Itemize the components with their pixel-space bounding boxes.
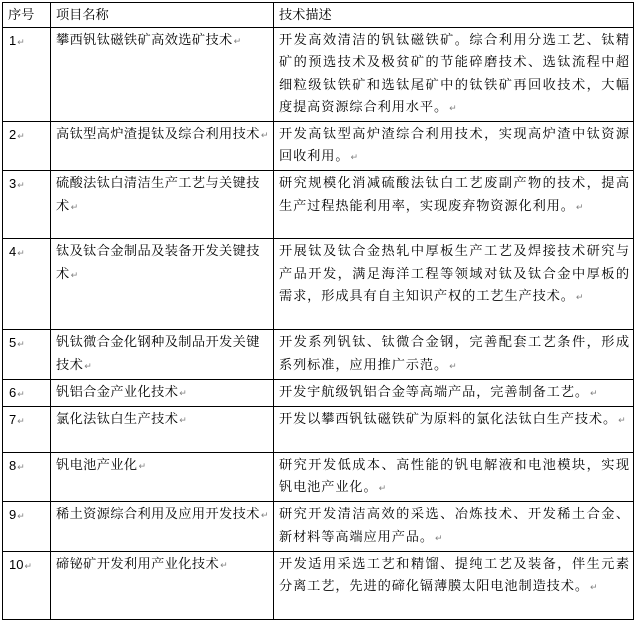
paragraph-mark-icon: ↵ xyxy=(70,270,79,281)
project-name: 氯化法钛白生产技术 xyxy=(56,412,179,428)
technical-description: 研究开发清洁高效的采选、冶炼技术、开发稀土合金、新材料等高端应用产品。 xyxy=(279,507,630,545)
row-number-cell xyxy=(3,28,51,122)
table-row xyxy=(3,28,634,122)
description-cell xyxy=(274,407,634,453)
paragraph-mark-icon: ↵ xyxy=(220,560,229,571)
description-cell xyxy=(274,330,634,379)
header-number: 序号 xyxy=(3,3,51,28)
description-cell xyxy=(274,239,634,330)
row-number: 4 xyxy=(9,244,17,260)
technical-description: 开展钛及钛合金热轧中厚板生产工艺及焊接技术研究与产品开发，满足海洋工程等领域对钛及钛合金中厚板的需求，形成具有自主知识产权的工艺生产技术。 xyxy=(279,244,630,304)
row-number: 5 xyxy=(9,335,17,351)
table-row xyxy=(3,330,634,379)
project-name-cell xyxy=(51,453,274,502)
table-row xyxy=(3,551,634,619)
technology-table xyxy=(2,2,634,620)
project-name: 钒钛微合金化钢种及制品开发关键技术 xyxy=(56,335,260,373)
project-name-cell xyxy=(51,330,274,379)
paragraph-mark-icon: ↵ xyxy=(17,416,25,427)
technical-description: 研究规模化消减硫酸法钛白工艺废副产物的技术，提高生产过程热能利用率，实现废弃物资源化利用。 xyxy=(279,176,630,214)
paragraph-mark-icon: ↵ xyxy=(449,361,458,372)
project-name-cell xyxy=(51,171,274,239)
table-row xyxy=(3,379,634,406)
paragraph-mark-icon: ↵ xyxy=(260,511,269,522)
paragraph-mark-icon: ↵ xyxy=(233,37,242,48)
row-number: 2 xyxy=(9,127,17,143)
row-number-cell xyxy=(3,239,51,330)
row-number-cell xyxy=(3,122,51,171)
description-cell xyxy=(274,28,634,122)
technical-description: 开发以攀西钒钛磁铁矿为原料的氯化法钛白生产技术。 xyxy=(279,412,618,428)
table-row xyxy=(3,407,634,453)
row-number-cell xyxy=(3,171,51,239)
paragraph-mark-icon: ↵ xyxy=(449,103,458,114)
paragraph-mark-icon: ↵ xyxy=(589,388,599,399)
table-header-row xyxy=(3,3,634,28)
row-number-cell xyxy=(3,330,51,379)
paragraph-mark-icon: ↵ xyxy=(575,292,585,303)
project-name: 钛及钛合金制品及装备开发关键技术 xyxy=(56,244,260,282)
project-name: 高钛型高炉渣提钛及综合利用技术 xyxy=(56,127,260,143)
description-cell xyxy=(274,453,634,502)
table-row xyxy=(3,502,634,551)
technical-description: 开发高效清洁的钒钛磁铁矿。综合利用分选工艺、钛精矿的预选技术及极贫矿的节能碎磨技术、选钛流程中超细粒级钛铁矿和选钛尾矿中的钛铁矿再回收技术，大幅度提高资源综合利用水平。 xyxy=(279,33,630,115)
row-number-cell xyxy=(3,502,51,551)
table-row xyxy=(3,122,634,171)
technical-description: 开发宇航级钒铝合金等高端产品，完善制备工艺。 xyxy=(279,384,589,400)
row-number: 7 xyxy=(9,412,17,428)
project-name-cell xyxy=(51,502,274,551)
paragraph-mark-icon: ↵ xyxy=(350,153,359,164)
project-name: 碲铋矿开发利用产业化技术 xyxy=(56,556,220,572)
paragraph-mark-icon: ↵ xyxy=(17,37,25,48)
paragraph-mark-icon: ↵ xyxy=(179,388,188,399)
project-name-cell xyxy=(51,379,274,406)
row-number-cell xyxy=(3,453,51,502)
row-number: 10 xyxy=(9,556,24,572)
technical-description: 开发高钛型高炉渣综合利用技术，实现高炉渣中钛资源回收利用。 xyxy=(279,127,630,165)
header-technical-description: 技术描述 xyxy=(274,3,634,28)
project-name-cell xyxy=(51,28,274,122)
paragraph-mark-icon: ↵ xyxy=(70,202,79,213)
table-row xyxy=(3,171,634,239)
project-name-cell xyxy=(51,122,274,171)
paragraph-mark-icon: ↵ xyxy=(17,388,25,399)
paragraph-mark-icon: ↵ xyxy=(260,131,269,142)
table-row xyxy=(3,239,634,330)
technical-description: 研究开发低成本、高性能的钒电解液和电池模块，实现钒电池产业化。 xyxy=(279,458,630,496)
row-number: 8 xyxy=(9,458,17,474)
project-name: 钒电池产业化 xyxy=(56,458,138,474)
paragraph-mark-icon: ↵ xyxy=(575,202,585,213)
paragraph-mark-icon: ↵ xyxy=(179,416,188,427)
technical-description: 开发适用采选工艺和精馏、提纯工艺及装备，伴生元素分离工艺，先进的碲化镉薄膜太阳电池制造技术。 xyxy=(279,556,630,595)
paragraph-mark-icon: ↵ xyxy=(589,583,599,594)
project-name-cell xyxy=(51,551,274,619)
paragraph-mark-icon: ↵ xyxy=(434,533,444,544)
description-cell xyxy=(274,502,634,551)
paragraph-mark-icon: ↵ xyxy=(17,511,25,522)
paragraph-mark-icon: ↵ xyxy=(378,484,388,495)
project-name-cell xyxy=(51,407,274,453)
project-name: 稀土资源综合利用及应用开发技术 xyxy=(56,507,260,523)
paragraph-mark-icon: ↵ xyxy=(84,361,93,372)
technical-description: 开发系列钒钛、钛微合金钢，完善配套工艺条件，形成系列标准，应用推广示范。 xyxy=(279,335,630,373)
project-name: 硫酸法钛白清洁生产工艺与关键技术 xyxy=(56,176,260,214)
paragraph-mark-icon: ↵ xyxy=(17,339,25,350)
description-cell xyxy=(274,171,634,239)
row-number-cell xyxy=(3,551,51,619)
row-number: 6 xyxy=(9,384,17,400)
paragraph-mark-icon: ↵ xyxy=(24,560,33,571)
paragraph-mark-icon: ↵ xyxy=(138,462,147,473)
paragraph-mark-icon: ↵ xyxy=(17,248,25,259)
table-row xyxy=(3,453,634,502)
row-number-cell xyxy=(3,379,51,406)
row-number-cell xyxy=(3,407,51,453)
project-name: 钒铝合金产业化技术 xyxy=(56,384,179,400)
description-cell xyxy=(274,379,634,406)
description-cell xyxy=(274,122,634,171)
row-number: 3 xyxy=(9,176,17,192)
row-number: 9 xyxy=(9,507,17,523)
project-name-cell xyxy=(51,239,274,330)
paragraph-mark-icon: ↵ xyxy=(618,416,627,427)
paragraph-mark-icon: ↵ xyxy=(17,131,25,142)
project-name: 攀西钒钛磁铁矿高效选矿技术 xyxy=(56,33,233,49)
paragraph-mark-icon: ↵ xyxy=(17,462,25,473)
description-cell xyxy=(274,551,634,619)
row-number: 1 xyxy=(9,33,17,49)
header-project-name: 项目名称 xyxy=(51,3,274,28)
paragraph-mark-icon: ↵ xyxy=(17,180,25,191)
